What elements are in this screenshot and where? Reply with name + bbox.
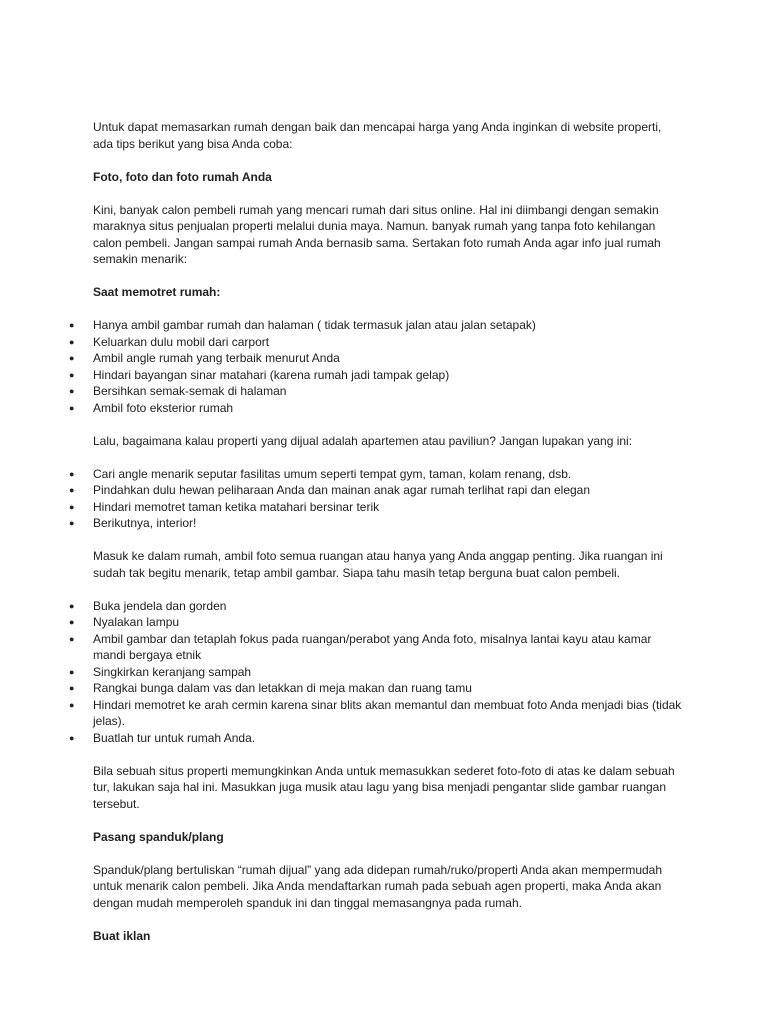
list-item-text: Pindahkan dulu hewan peliharaan Anda dan mainan anak agar rumah terlihat rapi dan elegan xyxy=(93,483,591,497)
list-item xyxy=(69,730,683,747)
list-item xyxy=(69,614,683,631)
list-item-text: Hindari memotret ke arah cermin karena sinar blits akan memantul dan membuat foto Anda menjadi bias (tidak jelas). xyxy=(93,697,682,728)
bullet-icon: ● xyxy=(69,353,75,363)
bullet-icon: ● xyxy=(69,336,75,347)
apartemen-list xyxy=(69,466,683,532)
spanduk-paragraph: Spanduk/plang bertuliskan “rumah dijual” yang ada didepan rumah/ruko/properti Anda akan mempermudah untuk menarik calon pembeli. Jika Anda mendaftarkan rumah pada sebuah agen properti, maka Anda akan dengan mudah memperoleh spanduk ini dan tinggal memasangnya pada rumah. xyxy=(93,862,663,910)
list-item-text: Hanya ambil gambar rumah dan halaman ( tidak termasuk jalan atau jalan setapak) xyxy=(93,318,536,332)
bullet-icon: ● xyxy=(69,485,75,495)
list-item xyxy=(69,400,683,417)
bullet-icon: ● xyxy=(69,402,75,413)
bullet-icon: ● xyxy=(69,518,75,528)
list-item xyxy=(69,466,683,483)
list-item-text: Ambil gambar dan tetaplah fokus pada ruangan/perabot yang Anda foto, misalnya lantai kayu atau kamar mandi bergaya etnik xyxy=(93,631,652,662)
bullet-icon: ● xyxy=(69,501,75,512)
foto-paragraph: Kini, banyak calon pembeli rumah yang mencari rumah dari situs online. Hal ini diimbangi dengan semakin maraknya situs penjualan properti melalui dunia maya. Namun. banyak rumah yang tanpa foto kehilangan calon pembeli. Jangan sampai rumah Anda bernasib sama. Sertakan foto rumah Anda agar info jual rumah semakin menarik: xyxy=(93,202,661,266)
list-item xyxy=(69,664,683,681)
apartemen-paragraph: Lalu, bagaimana kalau properti yang dijual adalah apartemen atau paviliun? Jangan lupakan yang ini: xyxy=(93,433,633,448)
list-item xyxy=(69,697,683,730)
list-item xyxy=(69,499,683,516)
document-body xyxy=(69,119,683,961)
list-item xyxy=(69,598,683,615)
heading-spanduk: Pasang spanduk/plang xyxy=(93,829,224,844)
heading-memotret: Saat memotret rumah: xyxy=(93,285,221,299)
list-item xyxy=(69,367,683,384)
bullet-icon: ● xyxy=(69,683,75,693)
intro-paragraph: Untuk dapat memasarkan rumah dengan baik dan mencapai harga yang Anda inginkan di website properti, ada tips berikut yang bisa Anda coba: xyxy=(93,120,662,151)
list-item-text: Buka jendela dan gorden xyxy=(93,598,227,613)
list-item-text: Berikutnya, interior! xyxy=(93,516,197,530)
list-item-text: Singkirkan keranjang sampah xyxy=(93,664,252,679)
bullet-icon: ● xyxy=(69,633,75,644)
list-item xyxy=(69,680,683,697)
list-item-text: Ambil angle rumah yang terbaik menurut Anda xyxy=(93,351,340,365)
list-item xyxy=(69,482,683,499)
bullet-icon: ● xyxy=(69,468,75,479)
bullet-icon: ● xyxy=(69,699,75,710)
interior-paragraph: Masuk ke dalam rumah, ambil foto semua ruangan atau hanya yang Anda anggap penting. Jika ruangan ini sudah tak begitu menarik, tetap ambil gambar. Siapa tahu masih tetap berguna buat calon pembeli. xyxy=(93,549,663,580)
list-item-text: Nyalakan lampu xyxy=(93,615,180,629)
heading-foto: Foto, foto dan foto rumah Anda xyxy=(93,169,272,184)
list-item-text: Keluarkan dulu mobil dari carport xyxy=(93,334,270,349)
list-item-text: Buatlah tur untuk rumah Anda. xyxy=(93,730,256,745)
list-item-text: Hindari bayangan sinar matahari (karena rumah jadi tampak gelap) xyxy=(93,367,450,382)
bullet-icon: ● xyxy=(69,600,75,611)
list-item xyxy=(69,317,683,334)
list-item-text: Hindari memotret taman ketika matahari bersinar terik xyxy=(93,499,380,514)
memotret-list xyxy=(69,317,683,416)
interior-list xyxy=(69,598,683,747)
bullet-icon: ● xyxy=(69,732,75,743)
list-item xyxy=(69,350,683,367)
bullet-icon: ● xyxy=(69,617,75,627)
heading-iklan: Buat iklan xyxy=(93,928,151,943)
list-item-text: Rangkai bunga dalam vas dan letakkan di meja makan dan ruang tamu xyxy=(93,681,472,695)
tur-paragraph: Bila sebuah situs properti memungkinkan Anda untuk memasukkan sederet foto-foto di atas ke dalam sebuah tur, lakukan saja hal ini. Masukkan juga musik atau lagu yang bisa menjadi pengantar slide gambar ruangan tersebut. xyxy=(93,763,675,811)
list-item xyxy=(69,515,683,532)
list-item-text: Cari angle menarik seputar fasilitas umum seperti tempat gym, taman, kolam renang, dsb. xyxy=(93,466,572,481)
list-item xyxy=(69,383,683,400)
list-item-text: Ambil foto eksterior rumah xyxy=(93,400,234,415)
bullet-icon: ● xyxy=(69,320,75,330)
list-item xyxy=(69,334,683,351)
bullet-icon: ● xyxy=(69,386,75,396)
list-item-text: Bersihkan semak-semak di halaman xyxy=(93,384,287,398)
list-item xyxy=(69,631,683,664)
bullet-icon: ● xyxy=(69,369,75,380)
bullet-icon: ● xyxy=(69,666,75,677)
